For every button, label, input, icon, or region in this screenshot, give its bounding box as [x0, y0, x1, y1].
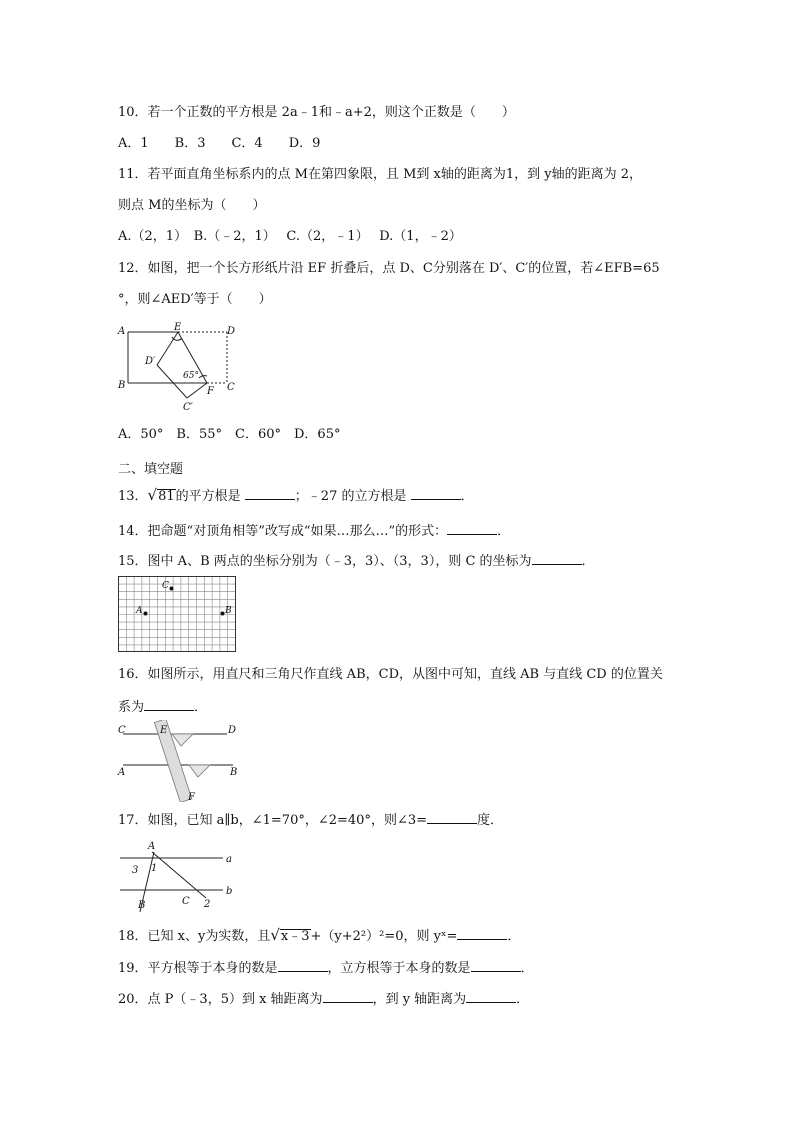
q12-label-f: F	[207, 386, 214, 397]
q13-blank1[interactable]	[245, 487, 295, 500]
q19-blank2[interactable]	[471, 959, 521, 972]
q12-options: A．50° B．55° C．60° D．65°	[118, 427, 341, 442]
q20-blank2[interactable]	[466, 990, 516, 1003]
q15	[118, 552, 595, 570]
q16-line1: 16．如图所示，用直尺和三角尺作直线 AB，CD，从图中可知，直线 AB 与直线 CD 的位置关	[118, 667, 663, 682]
q11-options: A.（2，1） B.（﹣2，1） C.（2，﹣1） D.（1，﹣2）	[118, 229, 462, 244]
q13-blank2[interactable]	[411, 487, 461, 500]
q17	[118, 811, 503, 829]
q13-end: ．	[460, 489, 474, 504]
q16-end: ．	[194, 700, 208, 715]
q13	[118, 487, 474, 505]
q16-line2	[118, 698, 207, 716]
q15-end: ．	[581, 554, 595, 569]
q14	[118, 522, 510, 540]
q15-blank[interactable]	[532, 552, 582, 565]
q19-end: ．	[520, 961, 534, 976]
q16-line2-text: 系为	[118, 700, 145, 715]
q17-angle-2: 2	[204, 899, 211, 910]
q18-pre: 18．已知 x、y为实数，且	[118, 929, 271, 944]
q14-blank[interactable]	[447, 522, 497, 535]
q18-radicand: x﹣3	[280, 929, 310, 944]
q18-end: ．	[507, 929, 521, 944]
q17-blank[interactable]	[427, 811, 477, 824]
q16-label-f: F	[188, 792, 195, 802]
q12-label-cprime: C′	[183, 402, 193, 413]
q19	[118, 959, 534, 977]
q16-label-d: D	[228, 725, 237, 736]
q12-label-d: D	[227, 326, 236, 337]
q17-label-c: C	[182, 896, 190, 907]
q10-options: A．1 B．3 C．4 D．9	[118, 136, 321, 151]
radical-sign: √	[270, 926, 280, 944]
q17-label-b: B	[138, 900, 146, 911]
q20-text2: ，到 y 轴距离为	[372, 992, 467, 1007]
q18-blank[interactable]	[457, 927, 507, 940]
q16-figure	[115, 720, 240, 802]
q20-end: ．	[516, 992, 530, 1007]
q18-post: +（y+2²）²=0，则 yˣ=	[310, 929, 458, 944]
q12-stem-line2: °，则∠AED′等于（ ）	[118, 292, 272, 307]
q17-label-line-b: b	[226, 886, 233, 897]
q12-figure	[115, 320, 245, 415]
q19-text1: 19．平方根等于本身的数是	[118, 961, 278, 976]
section-title: 二、填空题	[118, 462, 184, 477]
q13-text2: ；﹣27 的立方根是	[294, 489, 411, 504]
q16-blank[interactable]	[144, 698, 194, 711]
q13-num: 13．	[118, 489, 148, 504]
q15-label-b: B	[225, 606, 232, 616]
q10-stem: 10．若一个正数的平方根是 2a﹣1和﹣a+2，则这个正数是（ ）	[118, 105, 515, 120]
q12-stem-line1: 12．如图，把一个长方形纸片沿 EF 折叠后，点 D、C分别落在 D′、C′的位置，若∠EFB=65	[118, 261, 660, 276]
q15-label-c: C	[162, 581, 169, 591]
q17-angle-3: 3	[132, 865, 139, 876]
q19-text2: ，立方根等于本身的数是	[327, 961, 471, 976]
q19-blank1[interactable]	[278, 959, 328, 972]
q17-figure	[118, 838, 238, 914]
q17-text: 17．如图，已知 a∥b，∠1=70°，∠2=40°，则∠3=	[118, 813, 428, 828]
q17-label-line-a: a	[226, 854, 232, 865]
q20-blank1[interactable]	[323, 990, 373, 1003]
q12-angle-label: 65°	[183, 371, 199, 381]
q17-angle-1: 1	[151, 863, 158, 874]
q16-label-b: B	[230, 767, 238, 778]
q12-label-e: E	[174, 322, 182, 333]
q12-label-c: C	[227, 382, 235, 393]
q15-grid-figure	[118, 576, 236, 652]
q12-label-a: A	[118, 326, 126, 337]
q17-end: 度．	[477, 813, 504, 828]
q11-stem-line1: 11．若平面直角坐标系内的点 M在第四象限，且 M到 x轴的距离为1，到 y轴的距离为 2，	[118, 167, 643, 182]
radical-sign: √	[147, 486, 158, 504]
q16-label-a: A	[118, 767, 126, 778]
q12-label-dprime: D′	[145, 356, 156, 367]
q16-label-e: E	[160, 725, 168, 736]
q17-label-a: A	[148, 841, 156, 852]
q20-text1: 20．点 P（﹣3，5）到 x 轴距离为	[118, 992, 323, 1007]
q12-label-b: B	[118, 380, 126, 391]
q18	[118, 927, 520, 945]
q15-text: 15．图中 A、B 两点的坐标分别为（﹣3，3）、（3，3），则 C 的坐标为	[118, 554, 532, 569]
q13-text1: 的平方根是	[175, 489, 245, 504]
q20	[118, 990, 529, 1008]
q13-radicand: 81	[158, 489, 175, 504]
q15-label-a: A	[136, 606, 143, 616]
q11-stem-line2: 则点 M的坐标为（ ）	[118, 198, 266, 213]
q14-text: 14．把命题“对顶角相等”改写成“如果…那么…”的形式：	[118, 524, 448, 539]
q14-end: ．	[497, 524, 511, 539]
q16-label-c: C	[118, 725, 126, 736]
